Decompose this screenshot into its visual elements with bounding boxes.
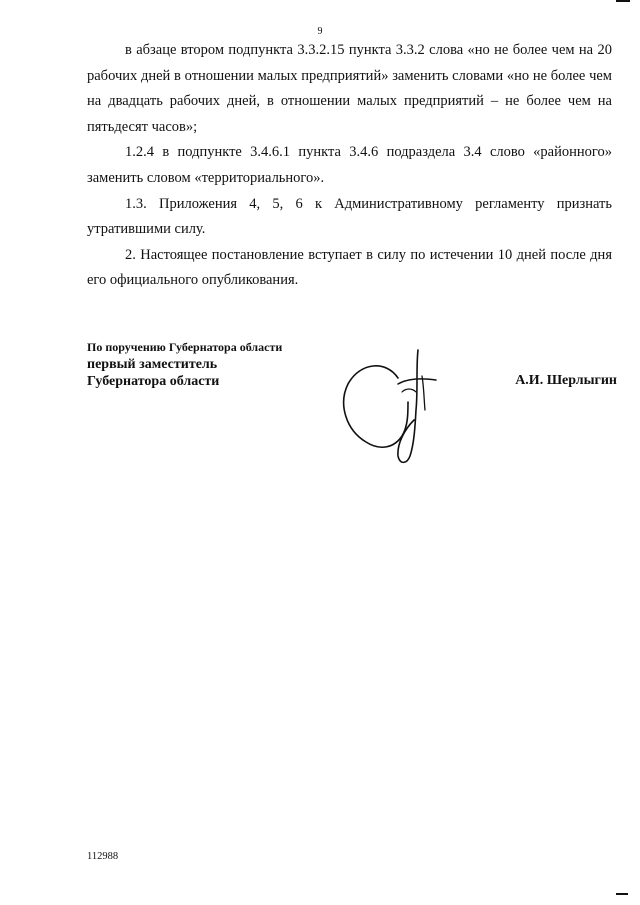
paragraph-1-3: 1.3. Приложения 4, 5, 6 к Административному регламенту признать утратившими силу. [87, 195, 612, 238]
paragraph-2: 2. Настоящее постановление вступает в силу по истечении 10 дней после дня его официального опубликования. [87, 246, 612, 289]
page-number: 9 [317, 26, 323, 37]
scan-corner-mark-top [616, 0, 630, 2]
paragraph-1-2-4: 1.2.4 в подпункте 3.4.6.1 пункта 3.4.6 подраздела 3.4 слово «районного» заменить словом «территориального». [87, 144, 612, 186]
handwritten-signature-icon [336, 348, 446, 470]
scan-corner-mark-bottom [616, 893, 628, 895]
signatory-name: А.И. Шерлыгин [515, 373, 617, 388]
paragraph-subclause-3-3-2-15: в абзаце втором подпункта 3.3.2.15 пункта 3.3.2 слова «но не более чем на 20 рабочих дней в отношении малых предприятий» заменить словами «но не более чем на двадцать рабочих дней, в отношении малых предприятий – не более чем на пятьдесят часов»; [87, 42, 612, 135]
signatory-position-line: первый заместитель [87, 357, 218, 372]
document-code: 112988 [87, 851, 119, 862]
body-text [87, 38, 612, 294]
signatory-authority-line: По поручению Губернатора области [87, 340, 283, 354]
signatory-position-line-2: Губернатора области [87, 374, 220, 389]
